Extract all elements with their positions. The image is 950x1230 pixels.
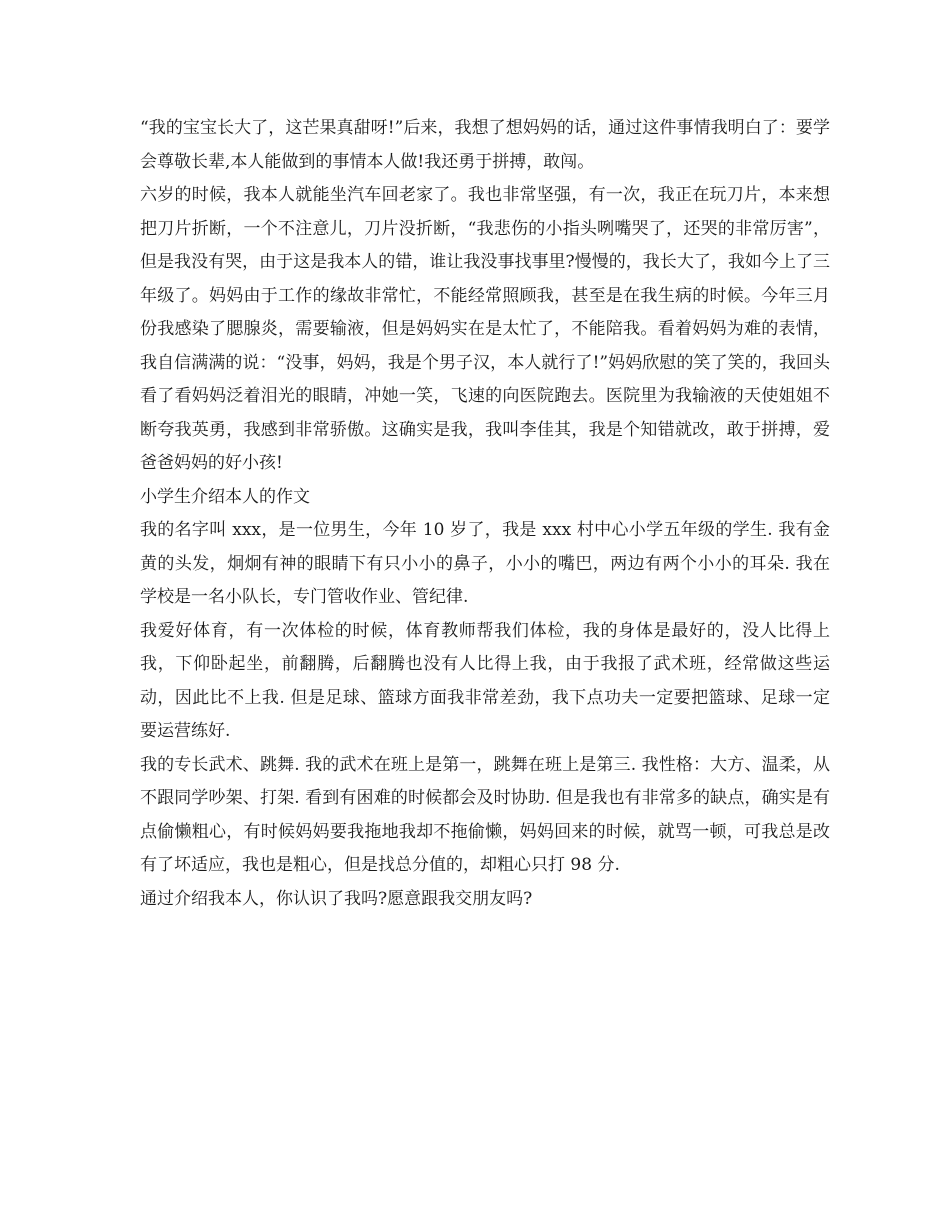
section-title: 小学生介绍本人的作文 bbox=[140, 486, 310, 507]
paragraph-skills-personality: 我的专长武术、跳舞. 我的武术在班上是第一，跳舞在班上是第三. 我性格：大方、温柔，从不跟同学吵架、打架. 看到有困难的时候都会及时协助. 但是我也有非常多的缺点，确实是有点偷懒粗心，有时候妈妈要我拖地我却不拖偷懒，妈妈回来的时候，就骂一顿，可我总是改有了坏适应，我也是粗心，但是找总分值的，却粗心只打 98 分. bbox=[140, 754, 830, 875]
paragraph-story-end: “我的宝宝长大了，这芒果真甜呀!”后来，我想了想妈妈的话，通过这件事情我明白了：要学会尊敬长辈,本人能做到的事情本人做!我还勇于拼搏，敢闯。 bbox=[140, 118, 830, 172]
document-body bbox=[140, 112, 830, 916]
paragraph-closing: 通过介绍我本人，你认识了我吗?愿意跟我交朋友吗? bbox=[140, 888, 533, 909]
paragraph-name-intro: 我的名字叫 xxx，是一位男生，今年 10 岁了，我是 xxx 村中心小学五年级的学生. 我有金黄的头发，炯炯有神的眼睛下有只小小的鼻子，小小的嘴巴，两边有两个小小的耳朵. 我在学校是一名小队长，专门管收作业、管纪律. bbox=[140, 520, 830, 607]
paragraph-six-years-old: 六岁的时候，我本人就能坐汽车回老家了。我也非常坚强，有一次，我正在玩刀片，本来想把刀片折断，一个不注意儿，刀片没折断，“我悲伤的小指头咧嘴哭了，还哭的非常厉害”，但是我没有哭，由于这是我本人的错，谁让我没事找事里?慢慢的，我长大了，我如今上了三年级了。妈妈由于工作的缘故非常忙，不能经常照顾我，甚至是在我生病的时候。今年三月份我感染了腮腺炎，需要输液，但是妈妈实在是太忙了，不能陪我。看着妈妈为难的表情，我自信满满的说：“没事，妈妈，我是个男子汉，本人就行了!”妈妈欣慰的笑了笑的，我回头看了看妈妈泛着泪光的眼睛，冲她一笑，飞速的向医院跑去。医院里为我输液的天使姐姐不断夸我英勇，我感到非常骄傲。这确实是我，我叫李佳其，我是个知错就改，敢于拼搏，爱爸爸妈妈的好小孩! bbox=[140, 185, 830, 473]
paragraph-sports: 我爱好体育，有一次体检的时候，体育教师帮我们体检，我的身体是最好的，没人比得上我，下仰卧起坐，前翻腾，后翻腾也没有人比得上我，由于我报了武术班，经常做这些运动，因此比不上我. 但是足球、篮球方面我非常差劲，我下点功夫一定要把篮球、足球一定要运营练好. bbox=[140, 620, 830, 741]
